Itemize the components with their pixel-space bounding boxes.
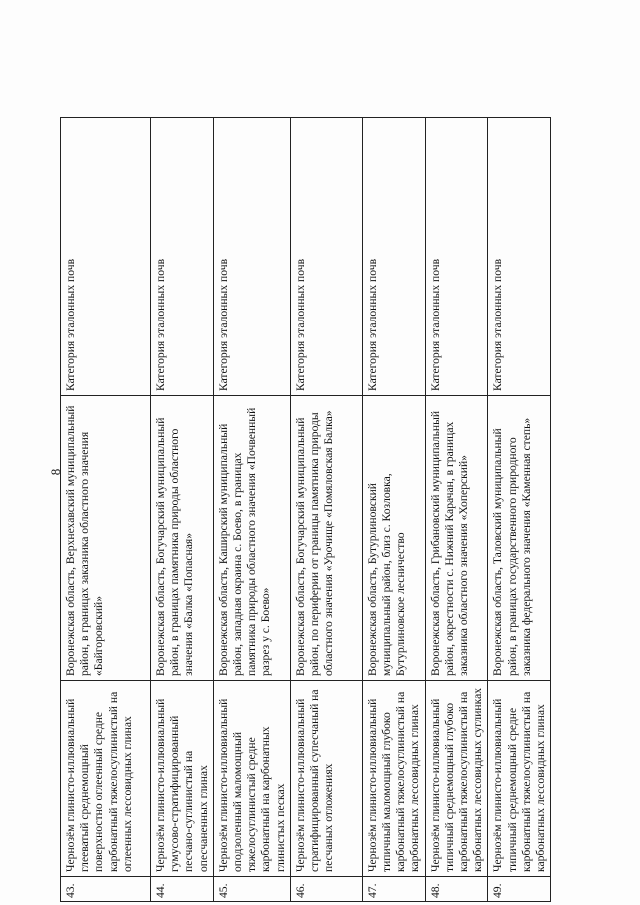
soil-registry-table-rotated [60, 118, 548, 902]
location-cell: Воронежская область, Богучарский муниципальный район, в границах памятника природы областного значения «Балка «Попасная» [151, 396, 214, 681]
category-cell: Категория эталонных почв [362, 118, 425, 396]
row-number: 43. [61, 877, 151, 902]
row-number: 47. [362, 877, 425, 902]
location-cell: Воронежская область, Бутурлиновский муниципальный район, близ с. Козловка, Бутурлиновское лесничество [362, 396, 425, 681]
category-cell: Категория эталонных почв [151, 118, 214, 396]
row-number: 48. [425, 877, 488, 902]
category-cell: Категория эталонных почв [61, 118, 151, 396]
table-row [290, 118, 362, 902]
table-row [488, 118, 551, 902]
row-number: 49. [488, 877, 551, 902]
location-cell: Воронежская область, Верхнехавский муниципальный район, в границах заказника областного значения «Байгоровский» [61, 396, 151, 681]
soil-type-cell: Чернозём глинисто-иллювиальный стратифицированный супесчаный на песчаных отложениях [290, 681, 362, 877]
soil-type-cell: Чернозём глинисто-иллювиальный оподзоленный маломощный тяжелосуглинистый средне карбонатный на карбонатных глинистых песках [213, 681, 290, 877]
location-cell: Воронежская область, Каширский муниципальный район, западная окраина с. Боево, в границах памятника природы областного значения «Почвенный разрез у с. Боево» [213, 396, 290, 681]
soil-type-cell: Чернозём глинисто-иллювиальный гумусово-стратифицированный песчано-суглинистый на опесчаненных глинах [151, 681, 214, 877]
location-cell: Воронежская область, Богучарский муниципальный район, по периферии от границы памятника природы областного значения «Урочище «Помяловская Балка» [290, 396, 362, 681]
category-cell: Категория эталонных почв [488, 118, 551, 396]
row-number: 46. [290, 877, 362, 902]
category-cell: Категория эталонных почв [213, 118, 290, 396]
table-row [362, 118, 425, 902]
row-number: 44. [151, 877, 214, 902]
page-number: 8 [48, 468, 63, 476]
soil-type-cell: Чернозём глинисто-иллювиальный глееватый среднемощный поверхностно оглеенный средне карбонатный тяжелосуглинистый на оглеенных лессовидных глинах [61, 681, 151, 877]
table-row [61, 118, 151, 902]
soil-type-cell: Чернозём глинисто-иллювиальный типичный среднемощный средне карбонатный тяжелосуглинистый на карбонатных лессовидных глинах [488, 681, 551, 877]
table-row [213, 118, 290, 902]
location-cell: Воронежская область, Таловский муниципальный район, в границах государственного природного заказника федерального значения «Каменная степь» [488, 396, 551, 681]
category-cell: Категория эталонных почв [290, 118, 362, 396]
location-cell: Воронежская область, Грибановский муниципальный район, окрестности с. Нижний Карачан, в границах заказника областного значения «Хоперский» [425, 396, 488, 681]
soil-type-cell: Чернозём глинисто-иллювиальный типичный маломощный глубоко карбонатный тяжелосуглинистый на карбонатных лессовидных глинах [362, 681, 425, 877]
soil-registry-table [60, 117, 551, 902]
category-cell: Категория эталонных почв [425, 118, 488, 396]
soil-type-cell: Чернозём глинисто-иллювиальный типичный среднемощный глубоко карбонатный тяжелосуглинистый на карбонатных лессовидных суглинках [425, 681, 488, 877]
table-row [151, 118, 214, 902]
row-number: 45. [213, 877, 290, 902]
table-row [425, 118, 488, 902]
